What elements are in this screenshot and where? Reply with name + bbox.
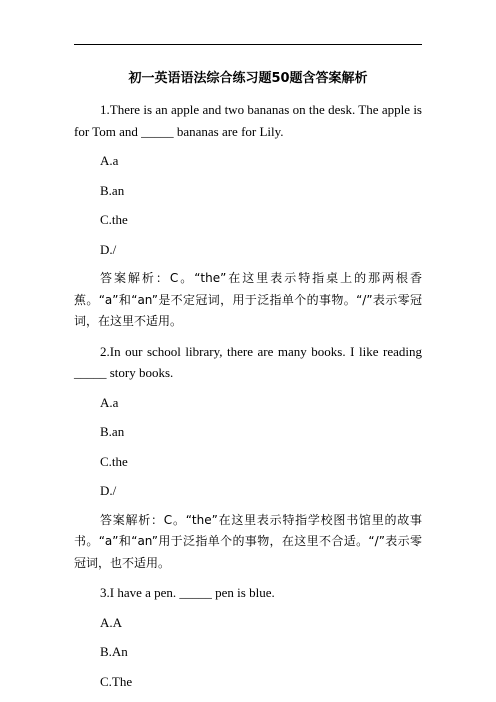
question-1-answer: 答案解析：C。“the”在这里表示特指桌上的那两根香蕉。“a”和“an”是不定冠词，用于泛指单个的事物。“/”表示零冠词，在这里不适用。 (74, 271, 422, 328)
question-2-option-a: A.a (100, 394, 119, 410)
question-3-option-c: C.The (100, 673, 133, 689)
question-2-option-c: C.the (100, 453, 128, 469)
question-1-stem: 1.There is an apple and two bananas on the desk. The apple is for Tom and _____ bananas are for Lily. (74, 102, 422, 139)
question-2-stem: 2.In our school library, there are many books. I like reading _____ story books. (74, 343, 422, 380)
question-1-option-b: B.an (100, 182, 125, 198)
question-3-stem: 3.I have a pen. _____ pen is blue. (100, 585, 275, 600)
document-title: 初一英语语法综合练习题50题含答案解析 (128, 71, 368, 86)
question-1-option-d: D./ (100, 241, 117, 257)
question-3-option-a: A.A (100, 614, 123, 630)
header-rule (74, 44, 422, 45)
question-3-option-b: B.An (100, 644, 128, 659)
question-2-answer: 答案解析：C。“the”在这里表示特指学校图书馆里的故事书。“a”和“an”用于泛指单个的事物，在这里不合适。“/”表示零冠词，也不适用。 (74, 512, 422, 570)
question-2-option-d: D./ (100, 483, 117, 498)
question-1-option-c: C.the (100, 212, 128, 227)
document-body (74, 95, 422, 696)
question-1-option-a: A.a (100, 153, 119, 168)
question-2-option-b: B.an (100, 424, 125, 439)
